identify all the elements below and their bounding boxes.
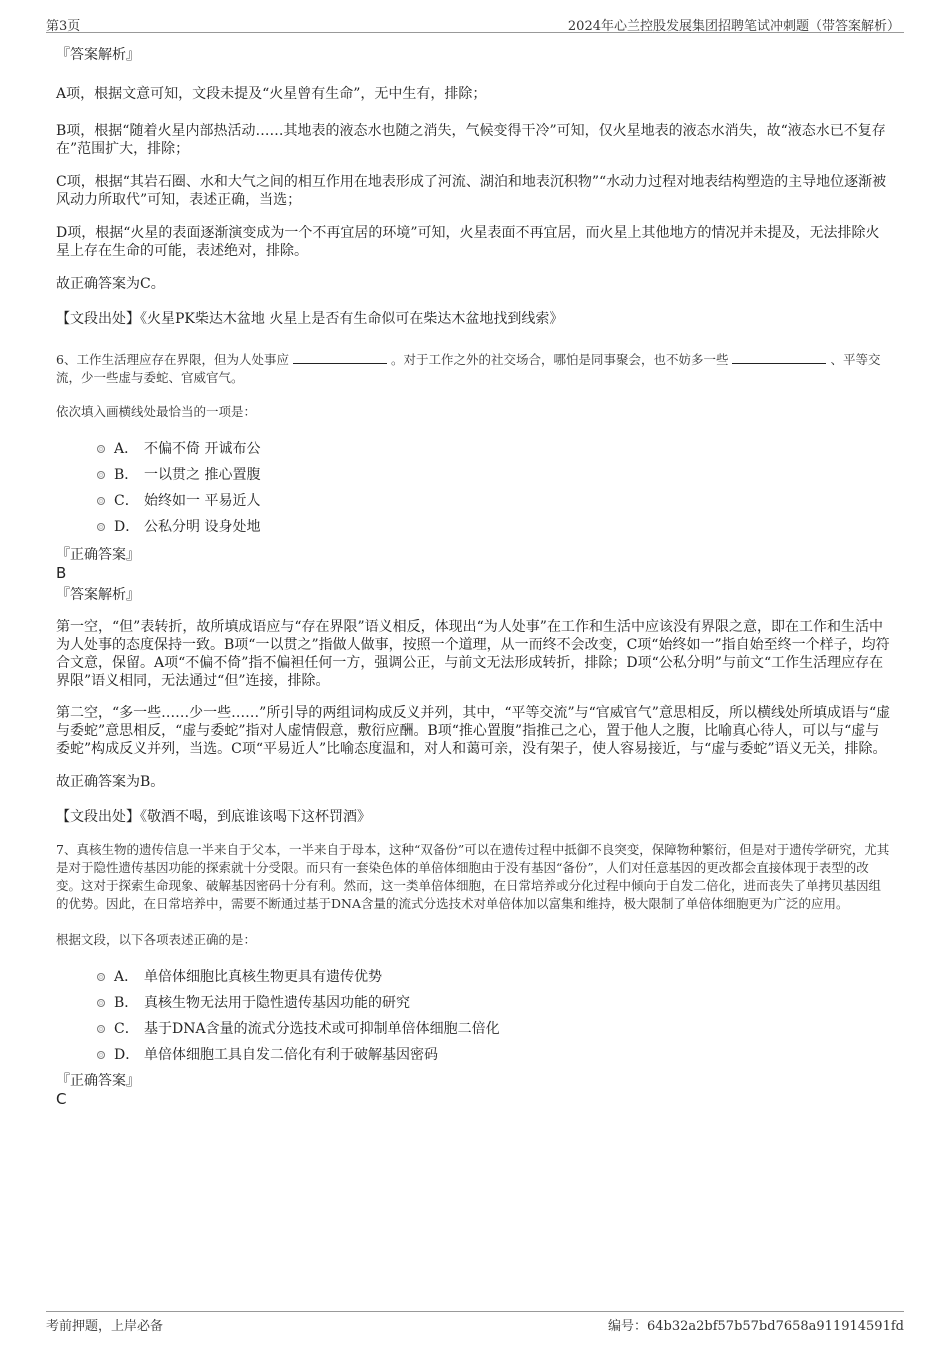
radio-icon[interactable] (97, 1025, 105, 1033)
q5-analysis-a: A项，根据文意可知，文段未提及“火星曾有生命”，无中生有，排除； (56, 86, 487, 102)
radio-icon[interactable] (97, 445, 105, 453)
q6-analysis-para1: 第一空，“但”表转折，故所填成语应与“存在界限”语义相反，体现出“为人处事”在工作和生活中应该没有界限之意，即在工作和生活中为人处事的态度保持一致。B项“一以贯之”指做人做事，按照一个道理，从一而终不会改变，C项“始终如一”指自始至终一个样子，均符合文意，保留。A项“不偏不倚”指不偏袒任何一方，强调公正，与前文无法形成转折，排除；D项“公私分明”与前文“工作生活理应存在界限”语义相同，无法通过“但”连接，排除。 (56, 619, 890, 689)
q7-stem: 7、真核生物的遗传信息一半来自于父本，一半来自于母本，这种“双备份”可以在遗传过程中抵御不良突变，保障物种繁衍，但是对于遗传学研究，尤其是对于隐性遗传基因功能的探索就十分受限。而只有一套染色体的单倍体细胞由于没有基因“备份”，人们对任意基因的更改都会直接体现于表型的改变。这对于探索生命现象、破解基因密码十分有利。然而，这一类单倍体细胞，在日常培养或分化过程中倾向于自发二倍化，进而丧失了单拷贝基因组的优势。因此，在日常培养中，需要不断通过基于DNA含量的流式分选技术对单倍体加以富集和维持，极大限制了单倍体细胞更为广泛的应用。 (56, 842, 890, 911)
q6-correct-label: 『正确答案』 (56, 547, 140, 563)
q7-prompt: 根据文段，以下各项表述正确的是： (56, 932, 257, 947)
document-id: 编号：64b32a2bf57b57bd7658a911914591fd (607, 1319, 904, 1334)
q5-conclusion: 故正确答案为C。 (56, 276, 165, 292)
q6-correct-answer: B (56, 564, 67, 582)
radio-icon[interactable] (97, 1051, 105, 1059)
q6-option-b[interactable]: B． 一以贯之 推心置腹 (56, 462, 892, 488)
q6-blank-2 (732, 351, 826, 364)
q6-stem: 6、工作生活理应存在界限，但为人处事应 。对于工作之外的社交场合，哪怕是同事聚会，也不妨多一些 、平等交流，少一些虚与委蛇、官威官气。 (56, 352, 881, 385)
q6-option-d[interactable]: D． 公私分明 设身处地 (56, 514, 892, 540)
radio-icon[interactable] (97, 497, 105, 505)
radio-icon[interactable] (97, 999, 105, 1007)
q7-options (56, 964, 892, 1068)
radio-icon[interactable] (97, 471, 105, 479)
q7-option-c[interactable]: C． 基于DNA含量的流式分选技术或可抑制单倍体细胞二倍化 (56, 1016, 892, 1042)
q7-correct-answer: C (56, 1090, 67, 1108)
q6-option-c[interactable]: C． 始终如一 平易近人 (56, 488, 892, 514)
q5-source: 【文段出处】《火星PK柴达木盆地 火星上是否有生命似可在柴达木盆地找到线索》 (56, 311, 564, 327)
q7-option-d[interactable]: D． 单倍体细胞工具自发二倍化有利于破解基因密码 (56, 1042, 892, 1068)
page-content (56, 40, 892, 1108)
page-footer (46, 1311, 904, 1332)
q6-option-a[interactable]: A． 不偏不倚 开诚布公 (56, 436, 892, 462)
q7-option-b[interactable]: B． 真核生物无法用于隐性遗传基因功能的研究 (56, 990, 892, 1016)
q7-correct-label: 『正确答案』 (56, 1073, 140, 1089)
q5-analysis-label: 『答案解析』 (56, 47, 140, 63)
q5-analysis-c: C项，根据“其岩石圈、水和大气之间的相互作用在地表形成了河流、湖泊和地表沉积物”“水动力过程对地表结构塑造的主导地位逐渐被风动力所取代”可知，表述正确，当选； (56, 174, 887, 208)
radio-icon[interactable] (97, 523, 105, 531)
q6-options (56, 436, 892, 540)
q6-conclusion: 故正确答案为B。 (56, 774, 165, 790)
q6-prompt: 依次填入画横线处最恰当的一项是： (56, 404, 257, 419)
q5-analysis-b: B项，根据“随着火星内部热活动……其地表的液态水也随之消失，气候变得干冷”可知，仅火星地表的液态水消失，故“液态水已不复存在”范围扩大，排除； (56, 123, 886, 157)
page-number: 第3页 (46, 19, 81, 34)
page-header (46, 14, 904, 33)
q7-option-a[interactable]: A． 单倍体细胞比真核生物更具有遗传优势 (56, 964, 892, 990)
document-title: 2024年心兰控股发展集团招聘笔试冲刺题（带答案解析） (567, 19, 900, 34)
q6-blank-1 (293, 351, 387, 364)
footer-slogan: 考前押题，上岸必备 (46, 1319, 164, 1334)
q6-analysis-label: 『答案解析』 (56, 587, 140, 603)
q6-source: 【文段出处】《敬酒不喝，到底谁该喝下这杯罚酒》 (56, 809, 371, 825)
radio-icon[interactable] (97, 973, 105, 981)
q6-analysis-para2: 第二空，“多一些……少一些……”所引导的两组词构成反义并列，其中，“平等交流”与“官威官气”意思相反，所以横线处所填成语与“虚与委蛇”意思相反，“虚与委蛇”指对人虚情假意，敷衍应酬。B项“推心置腹”指推己之心，置于他人之腹，比喻真心待人，可以与“虚与委蛇”构成反义并列，当选。C项“平易近人”比喻态度温和，对人和蔼可亲，没有架子，使人容易接近，与“虚与委蛇”语义无关，排除。 (56, 705, 891, 757)
q5-analysis-d: D项，根据“火星的表面逐渐演变成为一个不再宜居的环境”可知，火星表面不再宜居，而火星上其他地方的情况并未提及，无法排除火星上存在生命的可能，表述绝对，排除。 (56, 225, 880, 259)
